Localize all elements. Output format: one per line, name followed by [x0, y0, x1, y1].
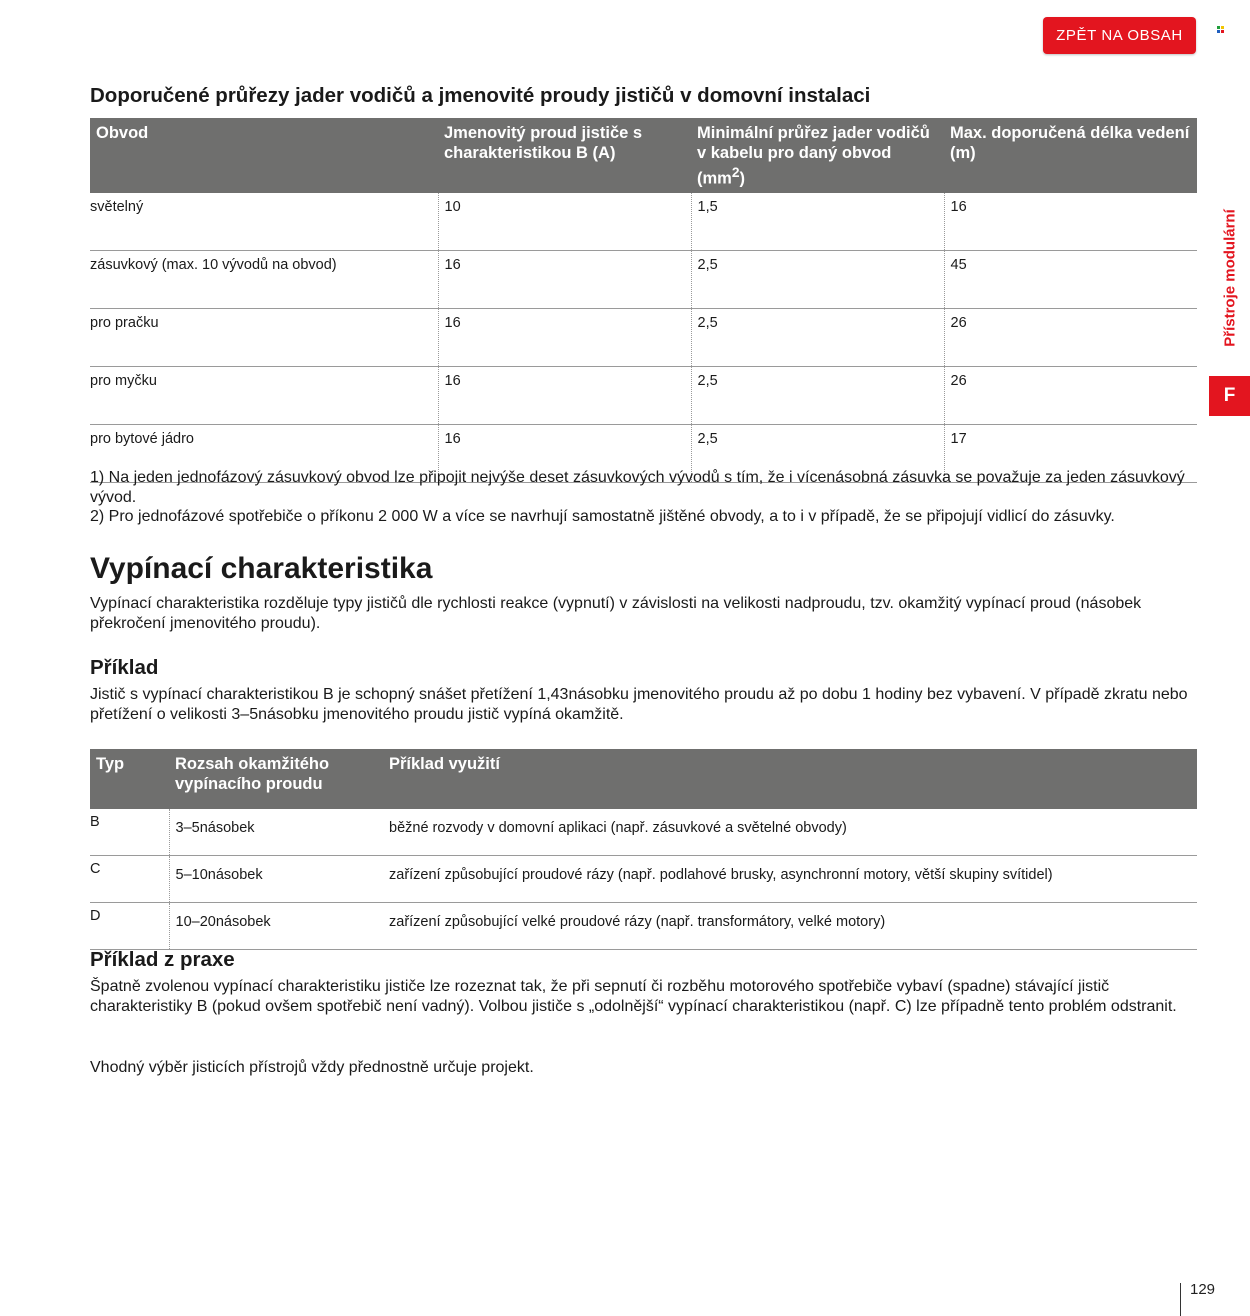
- footnote-2: 2) Pro jednofázové spotřebiče o příkonu 2 000 W a více se navrhují samostatně jištěné obvody, a to i v případě, že se připojují vidlicí do zásuvky.: [90, 508, 1115, 525]
- cell-cross-section: 2,5: [691, 366, 944, 424]
- col-header-range: Rozsah okamžitého vypínacího proudu: [169, 749, 383, 809]
- cell-cross-section: 2,5: [691, 424, 944, 482]
- back-to-contents-button[interactable]: ZPĚT NA OBSAH: [1043, 17, 1196, 54]
- cell-cross-section: 1,5: [691, 193, 944, 251]
- cell-circuit: světelný: [90, 193, 438, 251]
- footnote-1: 1) Na jeden jednofázový zásuvkový obvod lze připojit nejvýše deset zásuvkových vývodů s tím, že i vícenásobná zásuvka se považuje za jeden zásuvkový vývod.: [90, 469, 1185, 506]
- cell-usage: zařízení způsobující proudové rázy (např. podlahové brusky, asynchronní motory, větší skupiny svítidel): [383, 856, 1197, 903]
- section-intro: Vypínací charakteristika rozděluje typy jističů dle rychlosti reakce (vypnutí) v závislosti na velikosti nadproudu, tzv. okamžitý vypínací proud (násobek překročení jmenovitého proudu).: [90, 595, 1142, 632]
- table-row: [90, 308, 1197, 366]
- section-heading: Vypínací charakteristika: [90, 552, 433, 585]
- table1-title: Doporučené průřezy jader vodičů a jmenovité proudy jističů v domovní instalaci: [90, 84, 871, 107]
- trip-characteristic-table: [90, 749, 1197, 950]
- cell-max-length: 26: [944, 366, 1197, 424]
- practice-text: Špatně zvolenou vypínací charakteristiku jističe lze rozeznat tak, že při sepnutí či rozběhu motorového spotřebiče vybaví (spadne) stávající jistič charakteristiky B (pokud ovšem spotřebič není vadný). Volbou jističe s „odolnější“ vypínací charakteristikou (např. C) lze případně tento problém odstranit.: [90, 978, 1177, 1015]
- cell-type: B: [90, 809, 169, 856]
- table-row: [90, 856, 1197, 903]
- col-header-max-length: Max. doporučená délka vedení (m): [944, 118, 1197, 193]
- section-side-label-text: Přístroje modulární: [1221, 208, 1239, 347]
- cell-max-length: 16: [944, 193, 1197, 251]
- example-heading: Příklad: [90, 656, 159, 679]
- cell-rated-current: 16: [438, 366, 691, 424]
- example-text: Jistič s vypínací charakteristikou B je schopný snášet přetížení 1,43násobku jmenovitého proudu až po dobu 1 hodiny bez vybavení. V případě zkratu nebo přetížení o velikosti 3–5násobku jmenovitého proudu jistič vypíná okamžitě.: [90, 686, 1188, 723]
- practice-heading: Příklad z praxe: [90, 948, 235, 971]
- table-row: [90, 250, 1197, 308]
- cell-circuit: pro pračku: [90, 308, 438, 366]
- table-header-row: [90, 749, 1197, 809]
- col-header-usage: Příklad využití: [383, 749, 1197, 809]
- cell-cross-section: 2,5: [691, 250, 944, 308]
- cell-max-length: 45: [944, 250, 1197, 308]
- cell-max-length: 17: [944, 424, 1197, 482]
- closing-text: Vhodný výběr jisticích přístrojů vždy přednostně určuje projekt.: [90, 1059, 534, 1076]
- table-row: [90, 366, 1197, 424]
- col-header-circuit: Obvod: [90, 118, 438, 193]
- cell-type: C: [90, 856, 169, 903]
- cell-range: 3–5násobek: [169, 809, 383, 856]
- cell-circuit: pro myčku: [90, 366, 438, 424]
- section-tab-f[interactable]: F: [1209, 376, 1250, 416]
- section-side-label: [1217, 195, 1243, 360]
- col-header-type: Typ: [90, 749, 169, 809]
- page-number: 129: [1190, 1281, 1216, 1298]
- cell-type: D: [90, 903, 169, 950]
- table-row: [90, 903, 1197, 950]
- cell-usage: zařízení způsobující velké proudové rázy (např. transformátory, velké motory): [383, 903, 1197, 950]
- cell-range: 5–10násobek: [169, 856, 383, 903]
- cell-max-length: 26: [944, 308, 1197, 366]
- cell-circuit: pro bytové jádro: [90, 424, 438, 482]
- cell-rated-current: 10: [438, 193, 691, 251]
- table-row: [90, 809, 1197, 856]
- table-header-row: [90, 118, 1197, 193]
- cell-rated-current: 16: [438, 308, 691, 366]
- flag-icon: [1217, 26, 1225, 34]
- table-row: [90, 193, 1197, 251]
- footnotes: [90, 468, 1197, 527]
- cell-usage: běžné rozvody v domovní aplikaci (např. zásuvkové a světelné obvody): [383, 809, 1197, 856]
- cell-rated-current: 16: [438, 250, 691, 308]
- cell-rated-current: 16: [438, 424, 691, 482]
- cell-cross-section: 2,5: [691, 308, 944, 366]
- page-number-divider: [1180, 1283, 1181, 1316]
- col-header-rated-current: Jmenovitý proud jističe s charakteristikou B (A): [438, 118, 691, 193]
- cell-range: 10–20násobek: [169, 903, 383, 950]
- conductor-table: [90, 118, 1197, 483]
- col-header-cross-section: Minimální průřez jader vodičů v kabelu pro daný obvod $(mm^2)$: [691, 118, 944, 193]
- cell-circuit: zásuvkový (max. 10 vývodů na obvod): [90, 250, 438, 308]
